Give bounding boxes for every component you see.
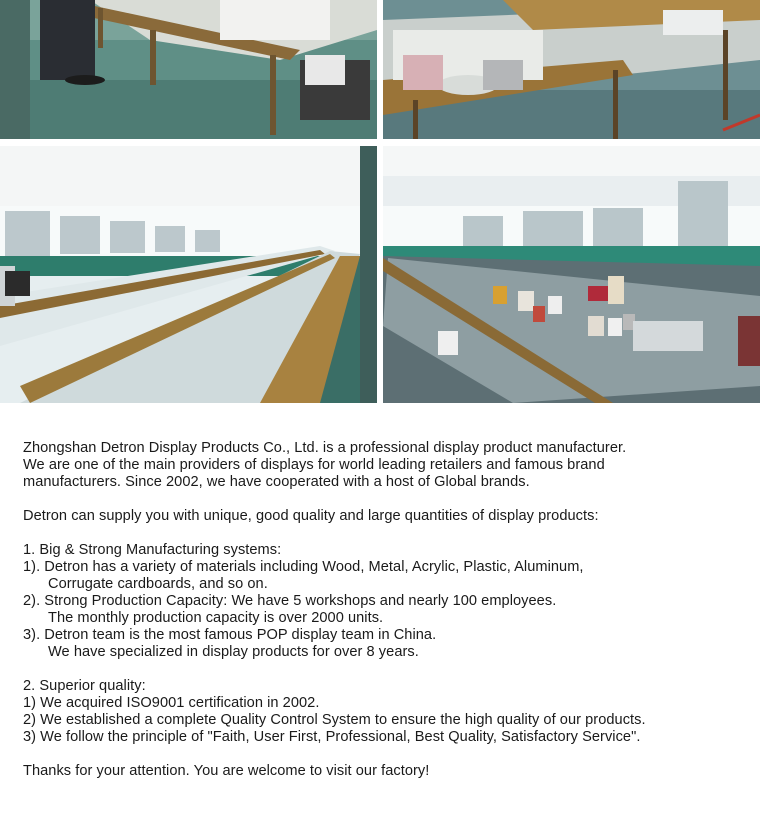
- closing-line: Thanks for your attention. You are welcome to visit our factory!: [23, 763, 430, 779]
- section1-item-1: 1). Detron has a variety of materials including Wood, Metal, Acrylic, Plastic, Aluminum,: [23, 559, 584, 575]
- section2-item-2: 2) We established a complete Quality Control System to ensure the high quality of our products.: [23, 712, 646, 728]
- intro-line-3: manufacturers. Since 2002, we have cooperated with a host of Global brands.: [23, 474, 530, 490]
- section2-item-1: 1) We acquired ISO9001 certification in 2002.: [23, 695, 320, 711]
- section1-item-3: 3). Detron team is the most famous POP display team in China.: [23, 627, 437, 643]
- supply-line: Detron can supply you with unique, good quality and large quantities of display products:: [23, 508, 599, 524]
- section1-item-2: 2). Strong Production Capacity: We have 5 workshops and nearly 100 employees.: [23, 593, 557, 609]
- factory-photo-printing-tables: [0, 0, 377, 139]
- factory-photo-screen-frames: [383, 0, 760, 139]
- intro-line-1: Zhongshan Detron Display Products Co., Ltd. is a professional display product manufacturer.: [23, 440, 627, 456]
- section2-item-3: 3) We follow the principle of "Faith, User First, Professional, Best Quality, Satisfactory Service".: [23, 729, 641, 745]
- factory-photo-long-hall: [0, 146, 377, 403]
- section2-heading: 2. Superior quality:: [23, 678, 146, 694]
- intro-line-2: We are one of the main providers of displays for world leading retailers and famous brand: [23, 457, 605, 473]
- section1-item-3-cont: We have specialized in display products for over 8 years.: [48, 644, 419, 660]
- section1-item-2-cont: The monthly production capacity is over 2000 units.: [48, 610, 384, 626]
- section1-heading: 1. Big & Strong Manufacturing systems:: [23, 542, 282, 558]
- factory-photo-ink-tables: [383, 146, 760, 403]
- company-description: [23, 440, 757, 780]
- section1-item-1-cont: Corrugate cardboards, and so on.: [48, 576, 268, 592]
